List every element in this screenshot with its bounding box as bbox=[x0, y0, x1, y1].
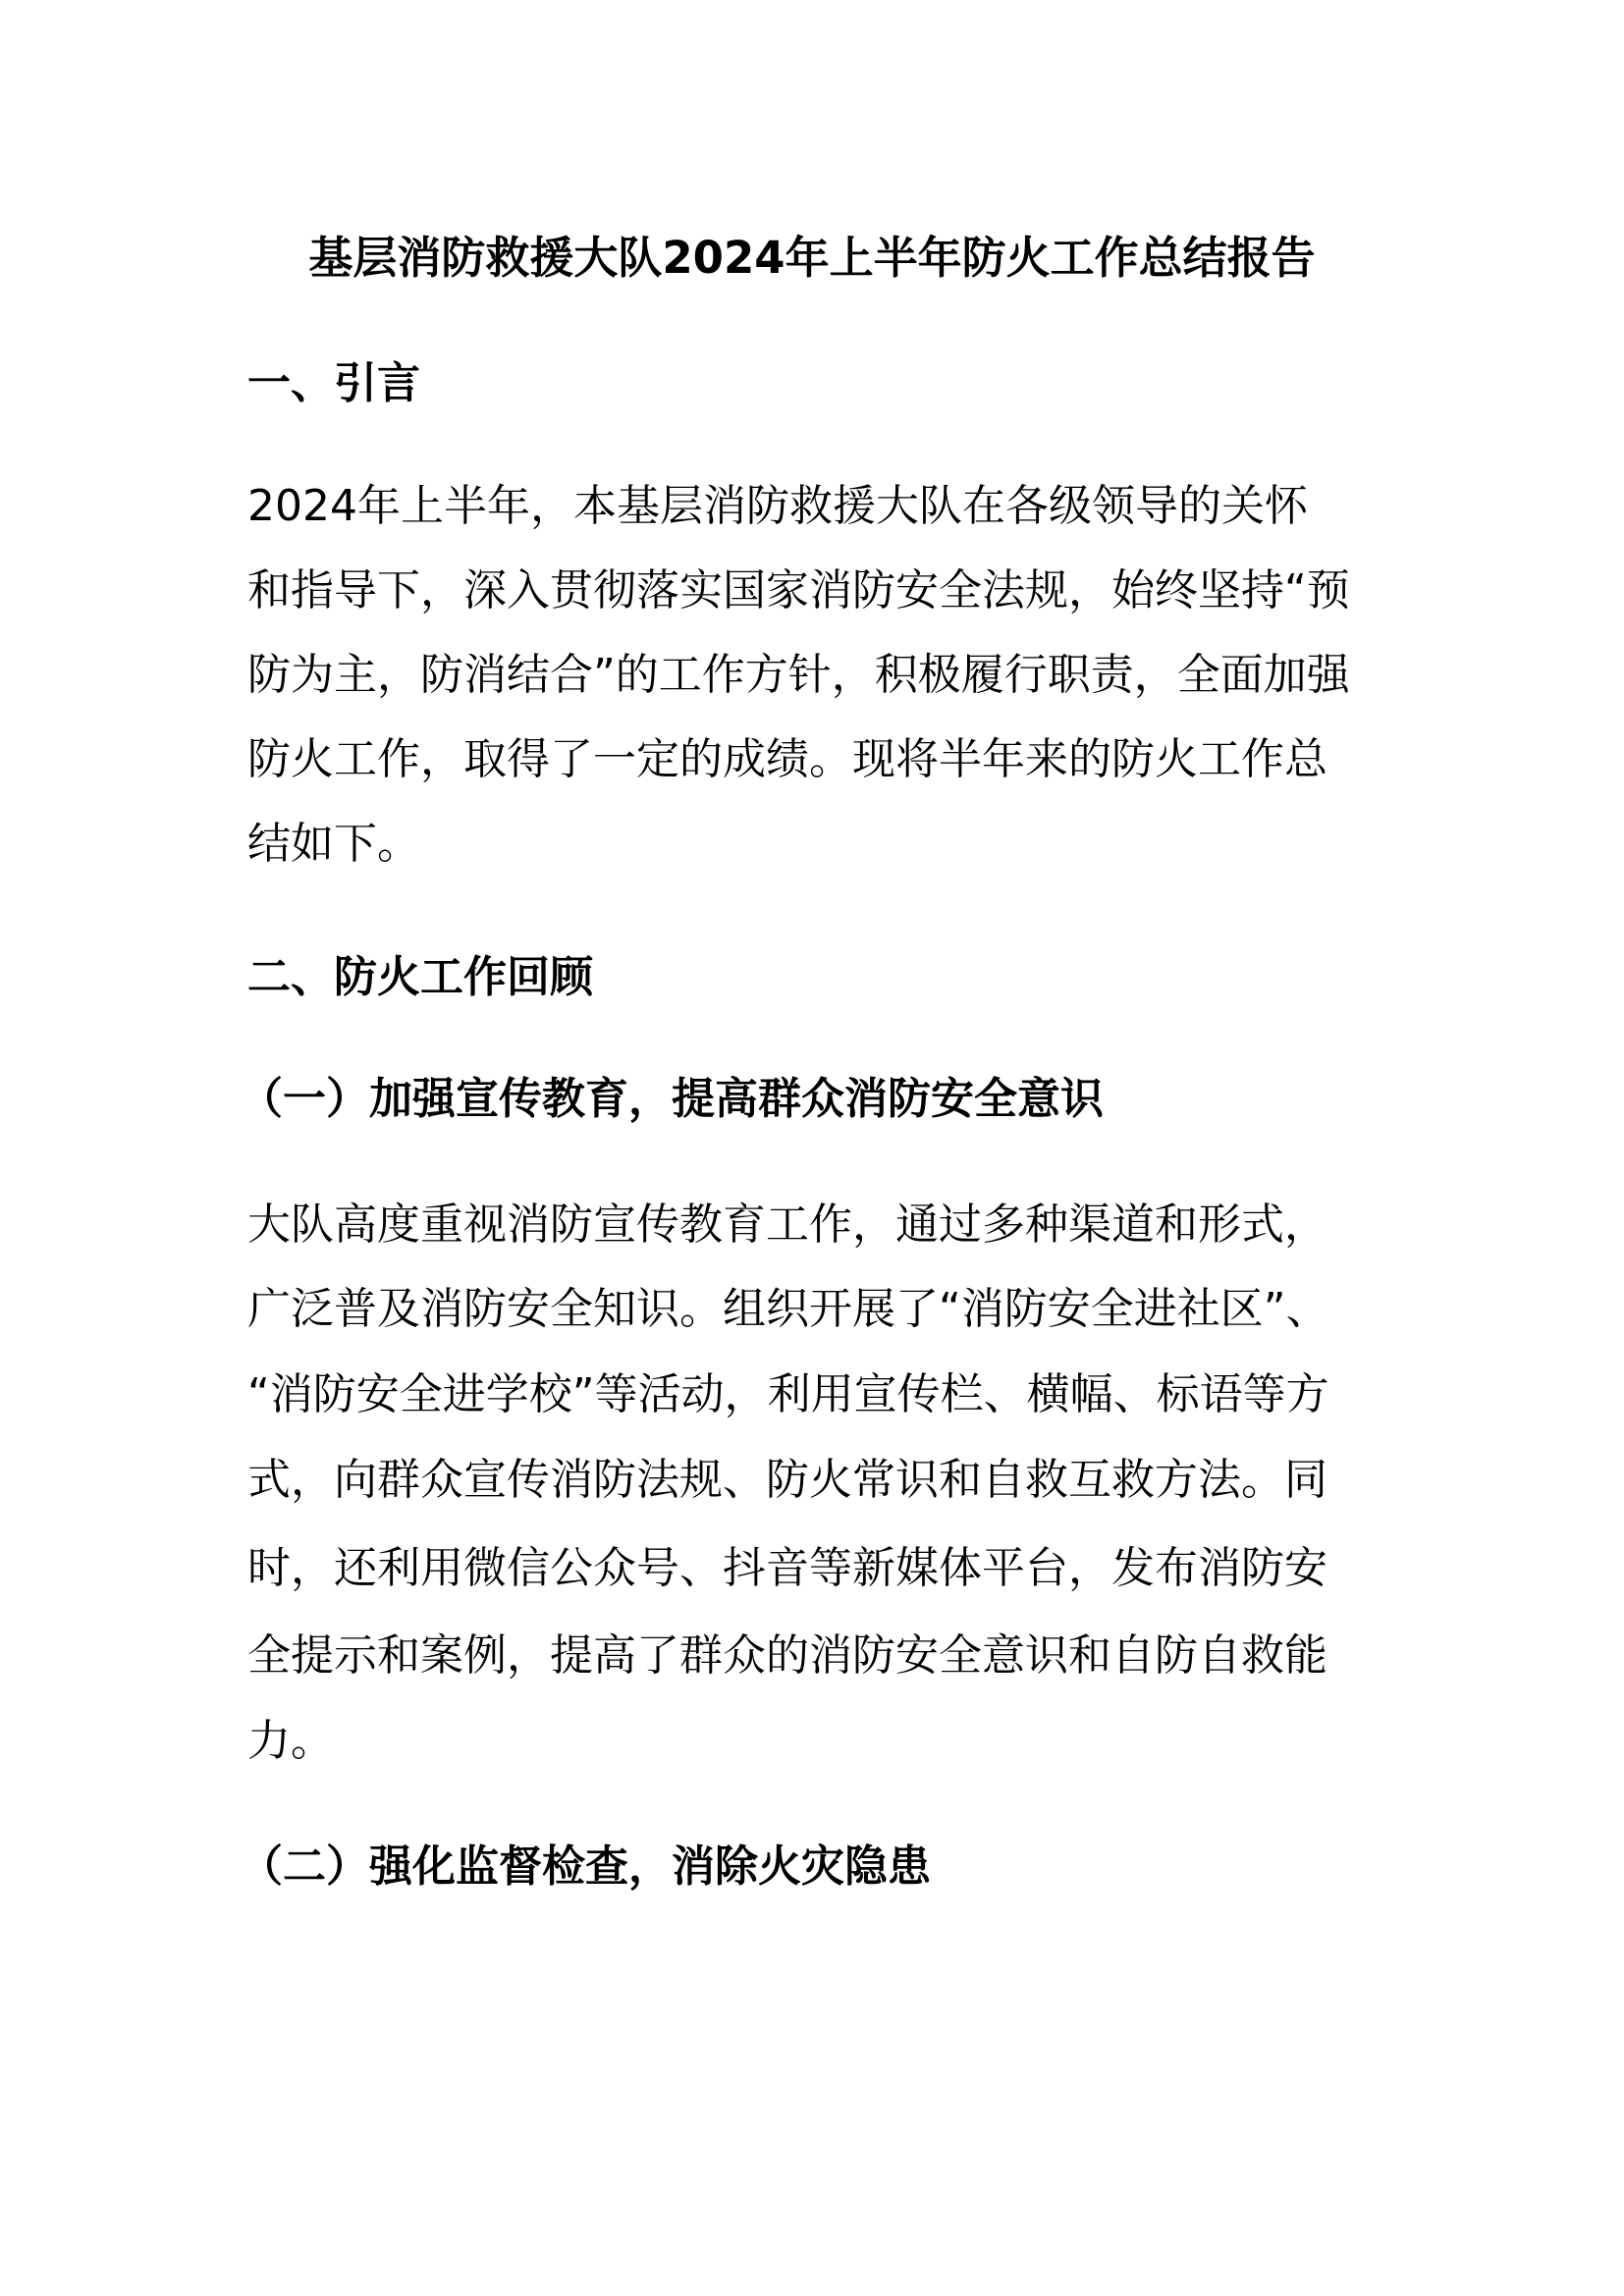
subsection-heading-publicity: （一）加强宣传教育，提高群众消防安全意识 bbox=[240, 1074, 1104, 1124]
paragraph-line: 和指导下，深入贯彻落实国家消防安全法规，始终坚持“预 bbox=[247, 565, 1350, 615]
paragraph-line: 广泛普及消防安全知识。组织开展了“消防安全进社区”、 bbox=[247, 1284, 1329, 1334]
document-title: 基层消防救援大队2024年上半年防火工作总结报告 bbox=[308, 232, 1316, 284]
paragraph-line: “消防安全进学校”等活动，利用宣传栏、横幅、标语等方 bbox=[247, 1369, 1329, 1419]
section-heading-review: 二、防火工作回顾 bbox=[247, 952, 593, 1002]
paragraph-line: 结如下。 bbox=[247, 819, 420, 869]
paragraph-line: 力。 bbox=[247, 1716, 334, 1766]
paragraph-line: 时，还利用微信公众号、抖音等新媒体平台，发布消防安 bbox=[247, 1543, 1327, 1593]
paragraph-line: 防火工作，取得了一定的成绩。现将半年来的防火工作总 bbox=[247, 734, 1327, 784]
paragraph-line: 全提示和案例，提高了群众的消防安全意识和自防自救能 bbox=[247, 1630, 1327, 1681]
section-heading-introduction: 一、引言 bbox=[247, 358, 420, 408]
paragraph-line: 防为主，防消结合”的工作方针，积极履行职责，全面加强 bbox=[247, 650, 1350, 700]
paragraph-line: 式，向群众宣传消防法规、防火常识和自救互救方法。同 bbox=[247, 1455, 1327, 1505]
subsection-heading-inspection: （二）强化监督检查，消除火灾隐患 bbox=[240, 1842, 931, 1892]
paragraph-line: 2024年上半年，本基层消防救援大队在各级领导的关怀 bbox=[247, 481, 1308, 531]
paragraph-line: 大队高度重视消防宣传教育工作，通过多种渠道和形式， bbox=[247, 1200, 1327, 1250]
